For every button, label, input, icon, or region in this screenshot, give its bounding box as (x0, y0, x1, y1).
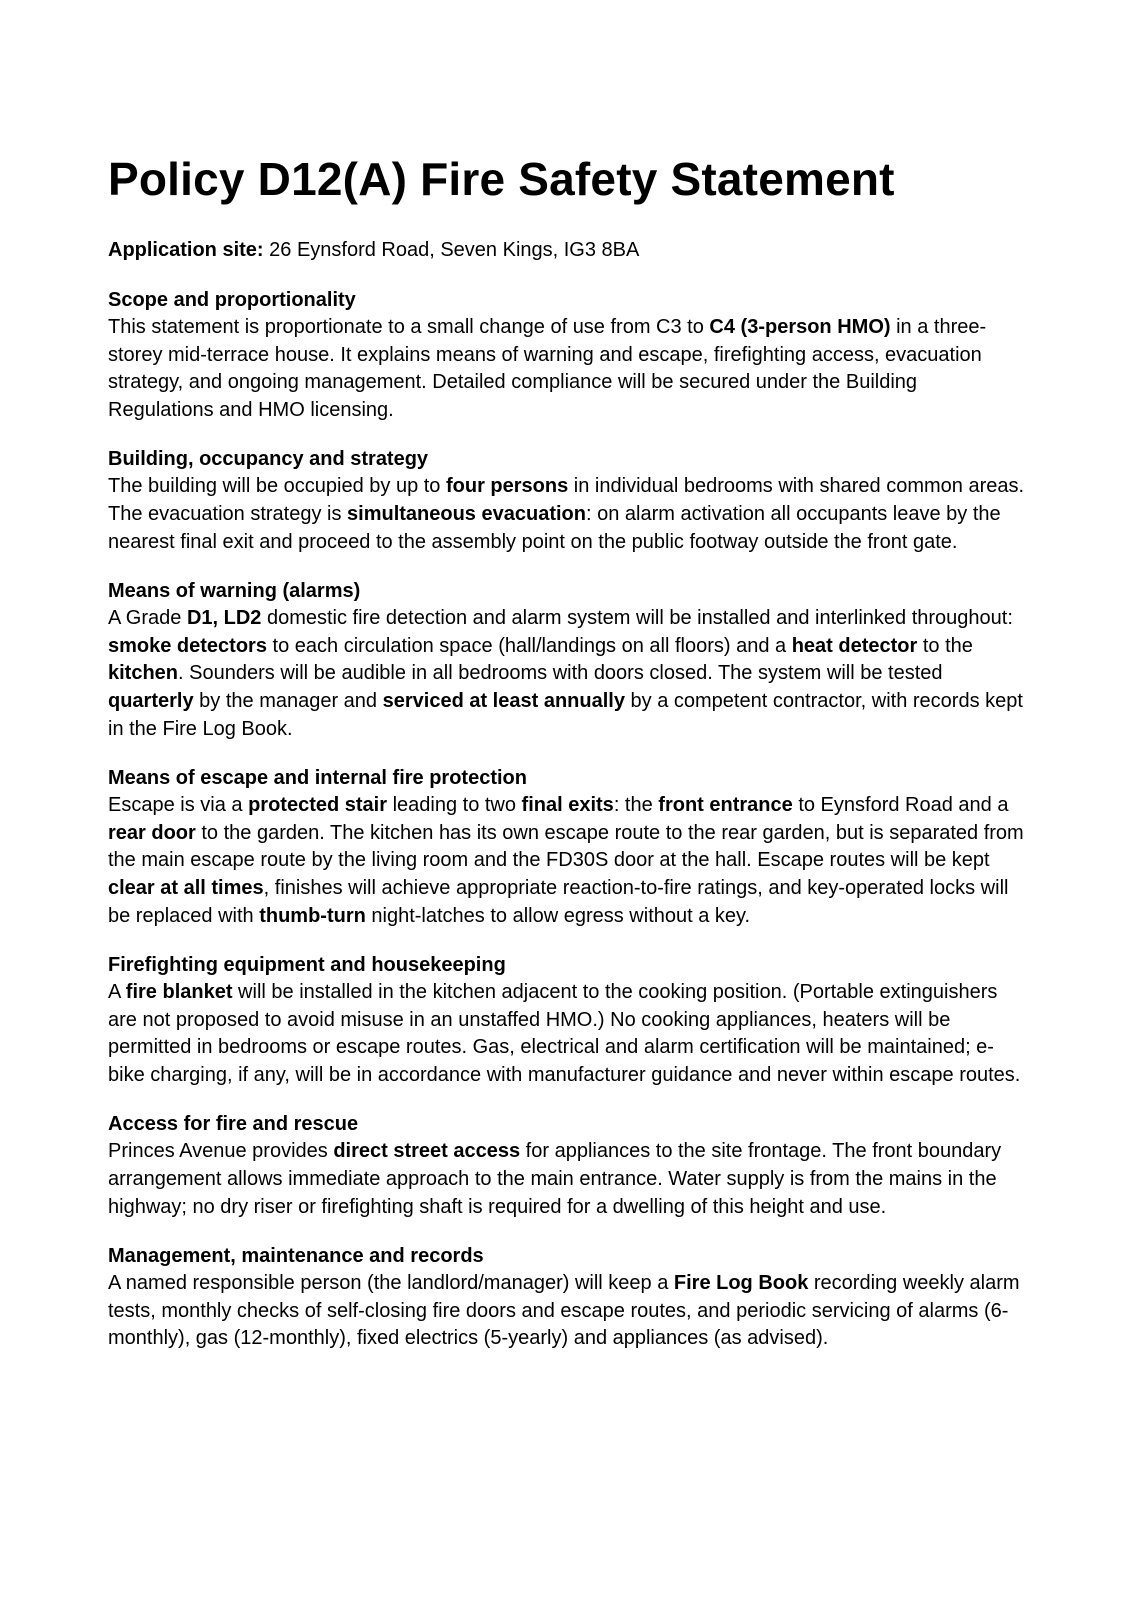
section-heading: Building, occupancy and strategy (108, 448, 429, 471)
body-text: . Sounders will be audible in all bedrooms with doors closed. The system will be tested (178, 662, 943, 685)
section-heading: Access for fire and rescue (108, 1113, 359, 1136)
bold-text: four persons (446, 475, 569, 498)
bold-text: thumb-turn (259, 904, 366, 927)
body-text: Escape is via a (108, 794, 249, 817)
body-text: A (108, 981, 126, 1004)
body-text: This statement is proportionate to a small change of use from C3 to (108, 316, 710, 338)
section-body (108, 314, 1028, 424)
section (108, 445, 1028, 556)
bold-text: D1, LD2 (186, 607, 262, 630)
document-page (108, 150, 1028, 1374)
body-text: to each circulation space (hall/landings on all floors) and a (266, 634, 792, 657)
section-body (108, 605, 1028, 743)
body-text: in a three-storey mid-terrace house. It explains means of warning and escape, firefighting access, evacuation strategy, and ongoing management. Detailed compliance will be secured under the Building Regulations and HMO licensing. (108, 316, 987, 421)
bold-text: quarterly (108, 689, 194, 712)
bold-text: protected stair (248, 794, 388, 817)
bold-text: simultaneous evacuation (347, 502, 586, 525)
bold-text: heat detector (791, 634, 918, 657)
body-text: leading to two (387, 794, 522, 817)
bold-text: front entrance (658, 794, 793, 817)
body-text: Princes Avenue provides (108, 1140, 334, 1163)
section-heading: Firefighting equipment and housekeeping (108, 954, 506, 977)
body-text: for appliances to the site frontage. The front boundary arrangement allows immediate approach to the main entrance. Water supply is from the mains in the highway; no dry riser or firefighting shaft is required for a dwelling of this height and use. (108, 1140, 1002, 1218)
section (108, 1242, 1028, 1353)
bold-text: rear door (108, 821, 196, 844)
section-heading: Management, maintenance and records (108, 1245, 484, 1268)
application-site (108, 236, 1028, 264)
bold-text: C4 (3-person HMO) (709, 316, 891, 338)
body-text: recording weekly alarm tests, monthly checks of self-closing fire doors and escape routes, and periodic servicing of alarms (6-monthly), gas (12-monthly), fixed electrics (5-yearly) and appliances (as advised). (108, 1272, 1020, 1350)
application-site-value: 26 Eynsford Road, Seven Kings, IG3 8BA (263, 239, 640, 261)
application-site-label: Application site: (108, 239, 264, 261)
section-body (108, 473, 1028, 556)
bold-text: direct street access (333, 1140, 521, 1163)
bold-text: smoke detectors (108, 634, 267, 657)
section (108, 1110, 1028, 1221)
body-text: by the manager and (193, 689, 383, 712)
section (108, 577, 1028, 743)
section-heading: Scope and proportionality (108, 289, 356, 311)
bold-text: fire blanket (125, 981, 233, 1004)
body-text: A Grade (108, 607, 187, 630)
body-text: to Eynsford Road and a (792, 794, 1009, 817)
body-text: by a competent contractor, with records kept in the Fire Log Book. (108, 689, 1023, 740)
body-text: : on alarm activation all occupants leave by the nearest final exit and proceed to the assembly point on the public footway outside the front gate. (108, 502, 1001, 553)
body-text: night-latches to allow egress without a key. (365, 904, 751, 927)
section-body (108, 1270, 1028, 1353)
section-heading: Means of warning (alarms) (108, 580, 361, 603)
bold-text: final exits (521, 794, 614, 817)
body-text: to the garden. The kitchen has its own escape route to the rear garden, but is separated from the main escape route by the living room and the FD30S door at the hall. Escape routes will be kept (108, 821, 1024, 872)
body-text: : the (613, 794, 659, 817)
section-body (108, 1138, 1028, 1221)
bold-text: serviced at least annually (382, 689, 625, 712)
body-text: The building will be occupied by up to (108, 475, 446, 498)
sections-container (108, 286, 1028, 1353)
section (108, 764, 1028, 930)
section (108, 951, 1028, 1089)
section-heading: Means of escape and internal fire protection (108, 767, 527, 790)
body-text: A named responsible person (the landlord/manager) will keep a (108, 1272, 674, 1295)
body-text: to the (917, 634, 973, 657)
body-text: will be installed in the kitchen adjacent to the cooking position. (Portable extinguishers are not proposed to avoid misuse in an unstaffed HMO.) No cooking appliances, heaters will be permitted in bedrooms or escape routes. Gas, electrical and alarm certification will be maintained; e-bike charging, if any, will be in accordance with manufacturer guidance and never within escape routes. (108, 981, 1021, 1086)
bold-text: Fire Log Book (673, 1272, 809, 1295)
bold-text: clear at all times (108, 876, 264, 899)
section-body (108, 792, 1028, 930)
document-title: Policy D12(A) Fire Safety Statement (108, 153, 895, 205)
body-text: , finishes will achieve appropriate reaction-to-fire ratings, and key-operated locks will be replaced with (108, 876, 1009, 927)
bold-text: kitchen (108, 662, 179, 685)
section-body (108, 979, 1028, 1089)
body-text: domestic fire detection and alarm system will be installed and interlinked throughout: (261, 607, 1013, 630)
section (108, 286, 1028, 424)
body-text: in individual bedrooms with shared common areas. The evacuation strategy is (108, 475, 1025, 525)
